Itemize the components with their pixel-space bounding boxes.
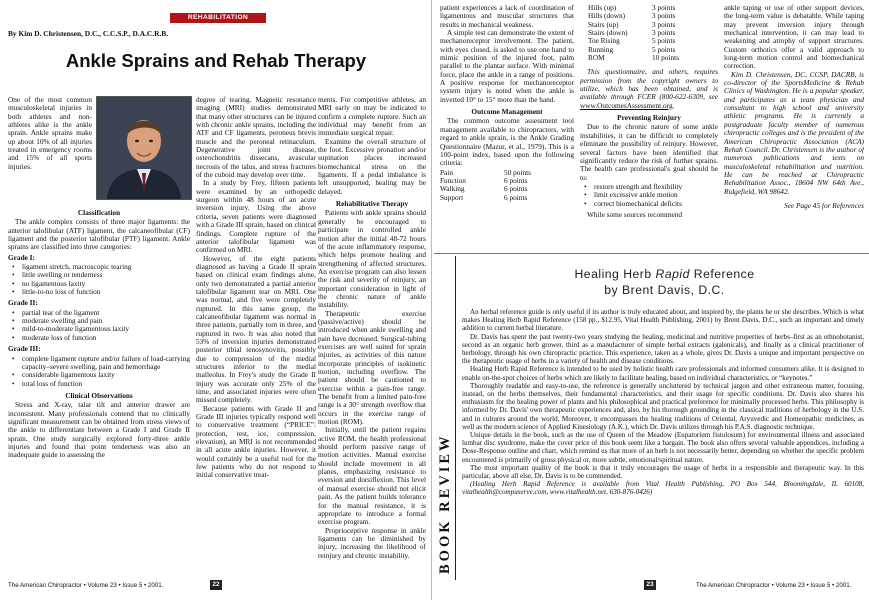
review-paragraph: Dr. Davis has spent the past twenty-two years studying the healing, medicinal and nutritive properties of herbs–first as an ethnobotanist, second as an organic herb grower, third as a manufacturer of simple herbal extracts (galenicals), and finally as a clinical practitioner of herbology, through his own chiropractic practice. This experience, taken as a whole, gives Dr. Davis a unique and important perspective on the therapeutic usage of herbs in a variety of health and disease conditions. [462, 332, 864, 366]
paragraph: Because patients with Grade II and Grade III injuries typically respond well to conservative treatment (“PRICE”: protection, rest, ice, compression, elevation), an MRI is not recommended in all acute ankle injuries. However, it would certainly be a useful tool for the few patients who do not respond to initial conservative treat- [196, 403, 316, 480]
score-label: Function [440, 175, 466, 185]
review-availability: (Healing Herb Rapid Reference is available from Vital Health Publishing, PO Box 544, Bloomingdale, IL 60108, vitalhealth@compuserve.com, www.vitalhealth.net, 630-876-0426) [462, 480, 864, 497]
review-title-pre: Healing Herb [574, 267, 656, 281]
review-body [462, 308, 864, 497]
review-author: by Brent Davis, D.C. [604, 283, 725, 297]
paragraph: While some sources recommend [587, 209, 683, 219]
list-item: • moderate swelling and pain [8, 317, 190, 325]
right-column-2 [580, 4, 718, 252]
score-label: Pain [440, 167, 453, 177]
list-item: • little-to-no loss of function [8, 288, 190, 296]
classification-text: The ankle complex consists of three major ligaments: the anterior talofibular (ATF) ligament, the calcaneofibular (CF) ligament and the posterior talofibular (PTF) ligament. Ankle sprains are classified into three categories: [8, 217, 190, 252]
score-label: ROM [588, 53, 605, 63]
list-item: • ligament stretch, macroscopic tearing [8, 263, 190, 271]
classification-heading: Classification [77, 208, 121, 217]
column-2 [196, 96, 316, 576]
review-paragraph: Thoroughly readable and easy-to-use, the reference is generally uncluttered by technical jargon and other extraneous matter, focusing, instead, on the herbs themselves, their fundamental characteristics, and their usage for specific conditions. Dr. Davis also shares his enthusiasm for the healing power of plants and his philosophical and practical preference for minimally processed herbs. This philosophy is informed by Dr. Davis' own therapeutic experiences and, also, by his thorough grounding in the classical traditions of herbology in the U.S. and in cultures around the world. Moreover, it encompasses the healing traditions of Oriental, Aryuvedic and Homeopathic medicines, as well as the modern science of Applied Kinesiology (A.K.), which Dr. Davis utilizes through his P.A.S. diagnostic technique. [462, 381, 864, 431]
book-review-banner [434, 256, 456, 580]
list-item: • complete ligament rupture and/or failure of load-carrying capacity–severe swelling, pain and hemorrhage [8, 355, 190, 372]
intro-paragraph: One of the most common musculoskeletal injuries in both athletes and non-athletes alike is the ankle sprain. Ankle sprains make up about 10% of all injuries treated in emergency rooms and 15% of all sports injuries. [8, 96, 92, 171]
score-label: Hills (down) [588, 11, 626, 21]
rehab-heading: Rehabilitative Therapy [335, 199, 409, 209]
book-review-label: BOOK REVIEW [437, 433, 453, 574]
list-item: • little swelling or tenderness [8, 271, 190, 279]
grade3-list [8, 355, 190, 388]
review-paragraph: An herbal reference guide is only useful if its author is truly educated about, and inspired by, the plants he or she describes. Which is what makes Healing Herb Rapid Reference (158 pp., $12.95, Vital Health Publishing, 2001) by Brent Davis, D.C., such an important and timely addition to current herbal literature. [462, 308, 864, 333]
portrait-image [97, 97, 191, 199]
paragraph: In a study by Frey, fifteen patients were examined by an orthopedic surgeon within 48 hours of an acute inversion injury. Using the above criteria, seven patients were diagnosed with a Grade III sprain, based on clinical findings. Complete rupture of the anterior talofibular ligament was confirmed on MRI. [196, 178, 316, 255]
right-page-number: 23 [644, 580, 656, 590]
score-value: 5 points [652, 36, 676, 46]
review-paragraph: Healing Herb Rapid Reference is intended to be used by holistic health care professionals and informed consumers alike. It is designed to enable on-the-spot choices of herbs which are likely to facilitate healing, based on individual characteristics, or “keynotes.” [462, 365, 864, 382]
byline: By Kim D. Christensen, D.C., C.C.S.P., D.A.C.R.B. [8, 29, 169, 38]
grade1-label: Grade I: [8, 252, 35, 262]
references-note: See Page 45 for References [784, 200, 864, 210]
score-label: Running [588, 44, 614, 54]
review-title-em: Rapid [655, 267, 690, 281]
score-label: Stairs (down) [588, 28, 628, 38]
section-divider [434, 253, 869, 254]
column-1-top [8, 96, 92, 204]
paragraph: Examine the overall structure of the foot. Excessive pronation and/or supination places increased biomechanical stress on the ligaments. If a pedal imbalance is left unsupported, healing may be delayed. [318, 136, 426, 196]
author-photo [96, 96, 192, 200]
outcomes-link[interactable]: www.OutcomesAssessment.org [580, 100, 673, 110]
list-item: • limit excessive ankle motion [580, 191, 718, 199]
list-item: • moderate loss of function [8, 334, 190, 342]
score-value: 10 points [652, 53, 679, 63]
list-item: • partial tear of the ligament [8, 309, 190, 317]
paragraph: ments. For competitive athletes, an MRI early on may be indicated to confirm a complete rupture. Such an individual may benefit from an immediate surgical repair. [318, 96, 426, 138]
paragraph: Proprioceptive response in ankle ligaments can be diminished by injury, increasing the likelihood of reinjury and chronic instability. [318, 525, 426, 560]
score-value: 6 points [504, 192, 528, 202]
review-title [460, 266, 869, 298]
score-value: 3 points [652, 28, 676, 38]
score-table-a [440, 169, 574, 202]
review-paragraph: Unique details in the book, such as the use of Queen of the Meadow (Eupatorium fistulosum) for environmental illness and associated lumbar disc syndrome, make the cover price of this book seem like a bargain. The book also offers several valuable appendices, including a Dose-Response outline and chart, which remind us that more of an herb is not necessarily better, depending on whether the specific problem encountered is primarily of gross physical or, more subtle, emotional/spiritual nature. [462, 431, 864, 464]
review-title-post: Reference [689, 267, 755, 281]
review-paragraph: The most important quality of the book is that it truly encourages the usage of herbs in a responsible and therapeutic way. In this particular, above all else, Dr. Davis is to be commended. [462, 463, 864, 481]
list-item: • correct biomechanical deficits [580, 200, 718, 208]
list-item: • mild-to-moderate ligamentous laxity [8, 325, 190, 333]
score-label: Support [440, 192, 464, 202]
paragraph: Initially, until the patient regains active ROM, the health professional should perform passive range of motion activities. Manual exercise should include movement in all planes, emphasizing resistance to eversion and dorsiflexion. This level of manual exercise should not elicit pain. As the patient builds tolerance for the manual resistance, it is appropriate to introduce a formal exercise program. [318, 425, 426, 527]
clinical-heading: Clinical Observations [65, 390, 133, 400]
left-page [0, 0, 432, 600]
list-item: • total loss of function [8, 380, 190, 388]
right-footer: The American Chiropractor • Volume 23 • Issue 5 • 2001. [696, 582, 852, 589]
grade2-list [8, 309, 190, 342]
right-page [434, 0, 869, 600]
article-title: Ankle Sprains and Rehab Therapy [65, 50, 367, 71]
paragraph: However, of the eight patients diagnosed as having a Grade II sprain based on clinical exam findings alone, only two demonstrated a partial anterior talofibular ligament tear on MRI. One was normal, and five were completely ruptured. In this same group, the calcaneofibular ligament was normal in three patients, partially torn in three, and ruptured in two. It was also noted that 53% of inversion injuries demonstrated posterior tibial tenosynovitis, possibly due to compression of the medial structures inferior to the medial malleolus. In Frey's study the Grade II injury was accurate only 25% of the time, and associated injuries were often missed completely. [196, 253, 316, 405]
clinical-text: Stress and X-ray, talar tilt and anterior drawer are inconsistent. Many professionals contend that no clinically significant measurement can be obtained from stress views of the ankle to differentiate between a Grade I and Grade II sprain. One study surgically explored forty-three ankle injuries and found that point tenderness was also an inadequate guide to assessing the [8, 400, 190, 460]
score-value: 6 points [504, 184, 528, 194]
permission-note [580, 68, 718, 110]
score-label: Toe Rising [588, 36, 620, 46]
list-item: • no ligamentous laxity [8, 280, 190, 288]
paragraph: Due to the chronic nature of some ankle instabilities, it can be difficult to completely eliminate the possibility of reinjury. However, several factors have been identified that significantly reduce the risk of further sprains. The health care professional's goal should be to: [580, 122, 718, 182]
score-value: 5 points [652, 44, 676, 54]
score-table-b [580, 4, 718, 62]
score-label: Walking [440, 184, 465, 194]
section-rubric: REHABILITATION [170, 13, 266, 23]
author-bio: Kim D. Christensen, DC, CCSP, DACRB, is co-director of the SportsMedicine & Rehab Clinics of Washington. He is a popular speaker, and participates as a team physician and consultant to high school and university athletic programs. He is currently a postgraduate faculty member of numerous chiropractic colleges and is the president of the American Chiropractic Association (ACA) Rehab Council. Dr. Christensen is the author of numerous publications and texts on musculoskeletal rehabilitation and nutrition. He can be reached at Chiropractic Rehabilitation Assoc., 18604 NW 64th Ave., Ridgefield, WA 98642. [724, 69, 864, 196]
column-3 [318, 96, 426, 576]
score-value: 3 points [652, 4, 676, 12]
grade2-label: Grade II: [8, 298, 38, 308]
score-label: Hills (up) [588, 4, 617, 12]
paragraph: A simple test can demonstrate the extent of mechanoreceptor involvement. The patient, with eyes closed, is asked to use one hand to mimic position of the injured foot, palm parallel to the plantar surface. With minimal force, place the ankle in a range of positions. A positive response for mechanoreceptor system injury is noted when the ankle is inverted 10° to 15° more than the hand. [440, 28, 574, 104]
column-1 [8, 205, 190, 577]
list-item: • restore strength and flexibility [580, 183, 718, 191]
grade3-label: Grade III: [8, 344, 41, 354]
reinjury-heading: Preventing Reinjury [617, 113, 681, 123]
score-value: 3 points [652, 19, 676, 29]
paragraph: The common outcome assessment tool management available to chiropractors, with regard to ankle sprain, is the Ankle Grading Questionnaire (Mazur, et al., 1979). This is a 100-point index, based upon the following criteria: [440, 116, 574, 168]
grade1-list [8, 263, 190, 296]
score-value: 6 points [504, 175, 528, 185]
paragraph: Patients with ankle sprains should generally be encouraged to participate in controlled ankle motion after the initial 48-72 hours of the acute inflammatory response, which helps promote healing and strengthening of affected structures. An exercise program can also lessen the risk and severity of reinjury, an important consideration in light of the chronic nature of ankle instability. [318, 208, 426, 310]
paragraph: Therapeutic exercise (passive/active) should be introduced when ankle swelling and pain have decreased. Surgical-tubing exercises are well suited for sprain injuries, as activities of this nature incorporate principles of isokinetic motion, including overflow. The patient should be cautioned to exercise within a pain-free range. The benefit from a limited pain-free range is a 30° strength overflow that occurs in the exercise range of motion (ROM). [318, 308, 426, 427]
goals-list [580, 183, 718, 208]
right-column-3 [724, 4, 864, 252]
score-label: Stairs (up) [588, 19, 619, 29]
score-value: 50 points [504, 167, 531, 177]
left-footer: The American Chiropractor • Volume 23 • Issue 5 • 2001. [8, 582, 164, 589]
permission-end: . [672, 100, 675, 110]
paragraph: degree of tearing. Magnetic resonance imaging (MRI) studies demonstrated that many other structures can be injured with chronic ankle sprains, including the ATF and CF ligaments, peroneus brevis muscle and the peroneal retinaculum. Degenerative joint disease, osteochondritis dissecans, avascular necrosis of the talus, and stress fractures of the cuboid may develop over time. [196, 96, 316, 180]
list-item: • considerable ligamentous laxity [8, 371, 190, 379]
paragraph: patient experiences a lack of coordination of ligamentous and muscular structures that results in mechanical weakness. [440, 4, 574, 29]
score-value: 3 points [652, 11, 676, 21]
paragraph: ankle taping or use of other support devices, the long-term value is debatable. While taping may prevent inversion injury through mechanical intervention, it can may lead to weakening and atrophy of support structures. Custom orthotics offer a valid approach to long-term motion control and biomechanical correction. [724, 4, 864, 71]
permission-text: This questionnaire, and others, requires permission from the copyright owners to utilize, which has been obtained, and is available through FCER (800-622-6309, see [580, 67, 718, 102]
left-page-number: 22 [210, 580, 222, 590]
right-column-1 [440, 4, 574, 252]
outcome-heading: Outcome Management [471, 107, 543, 117]
